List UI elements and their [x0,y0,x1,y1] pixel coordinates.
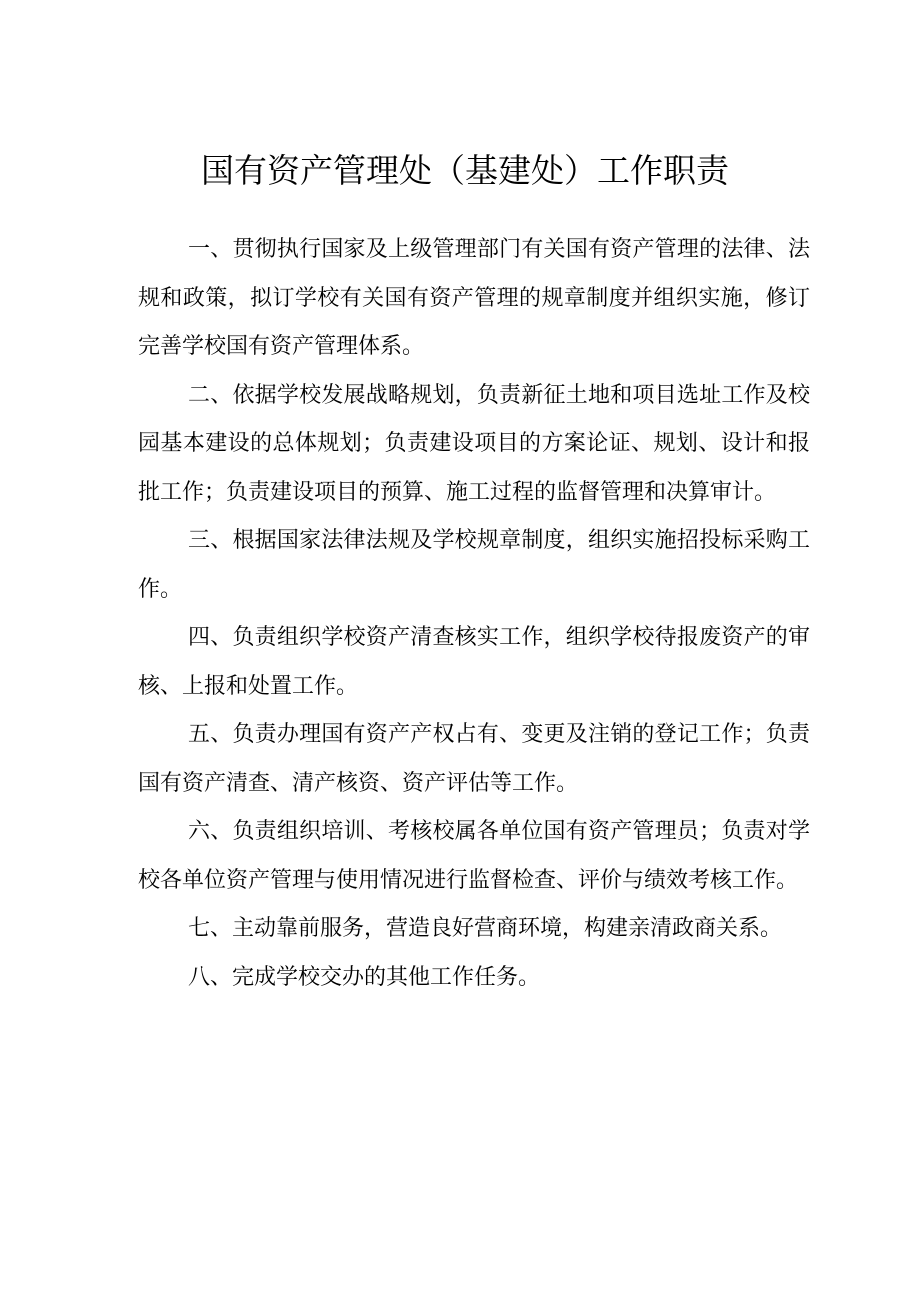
duty-paragraph-7: 七、主动靠前服务，营造良好营商环境，构建亲清政商关系。 [188,916,783,941]
duty-paragraph-1: 一、贯彻执行国家及上级管理部门有关国有资产管理的法律、法规和政策，拟订学校有关国有资产管理的规章制度并组织实施，修订完善学校国有资产管理体系。 [138,237,810,359]
duty-paragraph-8: 八、完成学校交办的其他工作任务。 [188,964,541,990]
duty-paragraph-2: 二、依据学校发展战略规划，负责新征土地和项目选址工作及校园基本建设的总体规划；负责建设项目的方案论证、规划、设计和报批工作；负责建设项目的预算、施工过程的监督管理和决算审计。 [138,382,810,505]
duty-paragraph-5: 五、负责办理国有资产产权占有、变更及注销的登记工作；负责国有资产清查、清产核资、资产评估等工作。 [138,722,810,796]
document-title: 国有资产管理处（基建处）工作职责 [201,151,729,190]
duty-paragraph-4: 四、负责组织学校资产清查核实工作，组织学校待报废资产的审核、上报和处置工作。 [138,625,810,699]
document-body [138,226,810,1002]
duty-paragraph-3: 三、根据国家法律法规及学校规章制度，组织实施招投标采购工作。 [138,528,810,602]
duty-paragraph-6: 六、负责组织培训、考核校属各单位国有资产管理员；负责对学校各单位资产管理与使用情况进行监督检查、评价与绩效考核工作。 [138,819,810,893]
